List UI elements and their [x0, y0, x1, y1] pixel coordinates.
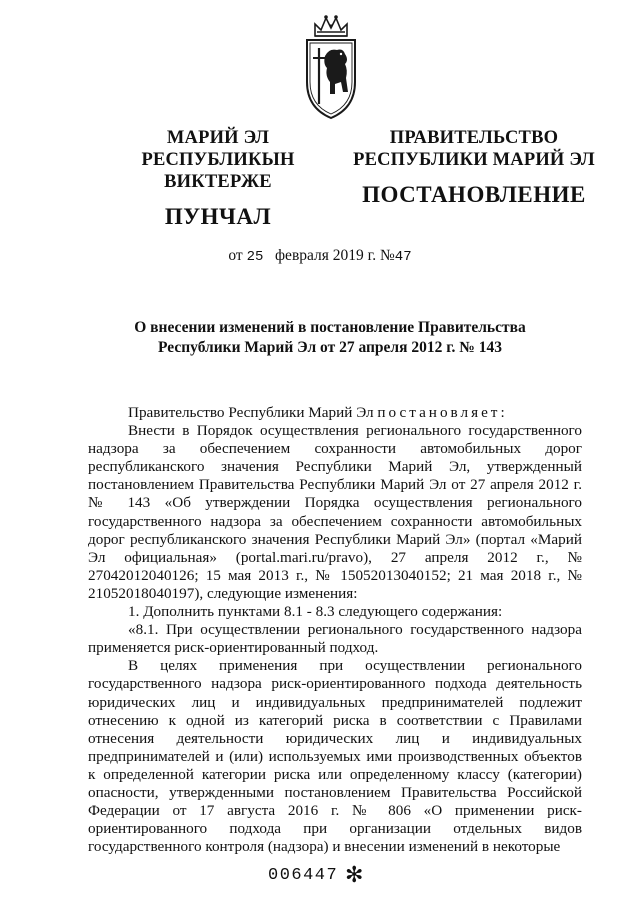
date-month-year: февраля 2019 г. №: [275, 247, 395, 264]
title-line2: Республики Марий Эл от 27 апреля 2012 г. № 143: [158, 339, 502, 356]
document-body: [88, 404, 582, 856]
body-paragraph: «8.1. При осуществлении регионального государственного надзора применяется риск-ориентированный подход.: [88, 621, 582, 657]
header-right-line1: ПРАВИТЕЛЬСТВО: [389, 128, 559, 148]
document-title: [100, 318, 560, 358]
header-right-block: [339, 127, 609, 209]
body-paragraph: Внести в Порядок осуществления регионального государственного надзора за обеспечением сохранности автомобильных дорог республиканского значения Республики Марий Эл, утвержденный постановлением Правительства Республики Марий Эл от 27 апреля 2012 г. № 143 «Об утверждении Порядка осуществления регионального государственного надзора за обеспечением сохранности автомобильных дорог республиканского значения Республики Марий Эл» (портал «Марий Эл официальная» (portal.mari.ru/pravo), 27 апреля 2012 г., № 27042012040126; 15 мая 2013 г., № 15052013040152; 21 мая 2018 г., № 21052018040197), следующие изменения:: [88, 422, 582, 602]
decree-verb: постановляет:: [377, 404, 508, 421]
header-left-line2: ВИКТЕРЖЕ: [164, 172, 272, 192]
title-line1: О внесении изменений в постановление Правительства: [134, 319, 526, 336]
body-paragraph: 1. Дополнить пунктами 8.1 - 8.3 следующего содержания:: [128, 603, 503, 621]
decree-preamble: [88, 404, 582, 422]
coat-of-arms-emblem: [301, 12, 361, 122]
footer-serial-number: 006447: [268, 866, 339, 885]
header-right-line2: РЕСПУБЛИКИ МАРИЙ ЭЛ: [353, 150, 595, 170]
body-paragraph: В целях применения при осуществлении регионального государственного надзора риск-ориентированного подхода деятельность юридических лиц и индивидуальных предпринимателей подлежит отнесению к одной из категорий риска в соответствии с Правилами отнесения деятельности юридических лиц и индивидуальных предпринимателей и (или) используемых ими производственных объектов к определенной категории риска или определенному классу (категории) опасности, утвержденными постановлением Правительства Российской Федерации от 17 августа 2016 г. № 806 «О применении риск-ориентированного подхода при организации отдельных видов государственного контроля (надзора) и внесении изменений в некоторые: [88, 657, 582, 856]
header-right-doc-type: ПОСТАНОВЛЕНИЕ: [362, 182, 586, 207]
date-day: 25: [246, 249, 264, 265]
date-prefix: от: [228, 247, 243, 264]
decree-subject: Правительство Республики Марий Эл: [128, 404, 374, 421]
header-left-line1: МАРИЙ ЭЛ РЕСПУБЛИКЫН: [141, 128, 295, 170]
footer-star-mark: ✻: [345, 862, 364, 887]
date-line: [0, 247, 640, 265]
document-number: 47: [394, 249, 412, 265]
header-left-block: [88, 127, 348, 231]
header-left-doc-type: ПУНЧАЛ: [164, 204, 272, 229]
